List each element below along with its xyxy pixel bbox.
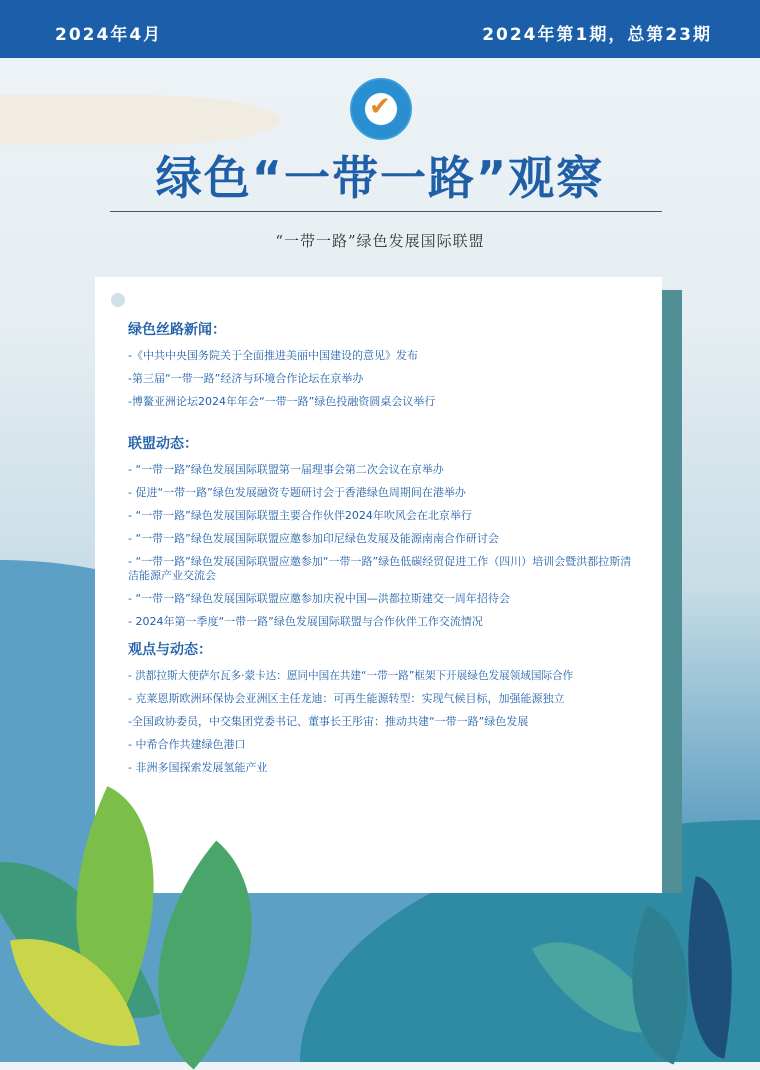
section-views bbox=[128, 639, 648, 784]
list-item[interactable]: - 2024年第一季度“一带一路”绿色发展国际联盟与合作伙伴工作交流情况 bbox=[128, 615, 483, 628]
list-item[interactable]: - “一带一路”绿色发展国际联盟主要合作伙伴2024年吹风会在北京举行 bbox=[128, 509, 472, 522]
issue-date: 2024年4月 bbox=[55, 25, 163, 45]
header-bar bbox=[0, 0, 760, 58]
alliance-logo bbox=[350, 78, 412, 140]
section-heading: 绿色丝路新闻： bbox=[128, 322, 226, 338]
list-item[interactable]: -博鳌亚洲论坛2024年年会“一带一路”绿色投融资圆桌会议举行 bbox=[128, 395, 436, 408]
list-item[interactable]: - “一带一路”绿色发展国际联盟应邀参加庆祝中国—洪都拉斯建交一周年招待会 bbox=[128, 592, 510, 605]
list-item[interactable]: - 非洲多国探索发展氢能产业 bbox=[128, 761, 268, 774]
title-divider bbox=[110, 211, 662, 212]
contents-card bbox=[95, 277, 662, 893]
decorative-dot bbox=[111, 293, 125, 307]
list-item[interactable]: - 洪都拉斯大使萨尔瓦多·蒙卡达：愿同中国在共建“一带一路”框架下开展绿色发展领域国际合作 bbox=[128, 670, 574, 682]
decorative-cloud bbox=[0, 95, 280, 145]
list-item[interactable]: - “一带一路”绿色发展国际联盟应邀参加印尼绿色发展及能源南南合作研讨会 bbox=[128, 532, 499, 545]
list-item[interactable]: - 克莱恩斯欧洲环保协会亚洲区主任龙迪：可再生能源转型：实现气候目标，加强能源独立 bbox=[128, 692, 565, 705]
section-heading: 观点与动态： bbox=[128, 642, 212, 658]
page-title: 绿色“一带一路”观察 bbox=[155, 151, 605, 205]
issue-number: 2024年第1期，总第23期 bbox=[482, 25, 712, 45]
page-subtitle: “一带一路”绿色发展国际联盟 bbox=[275, 232, 485, 250]
card-shadow bbox=[662, 290, 682, 893]
list-item[interactable]: - “一带一路”绿色发展国际联盟应邀参加“一带一路”绿色低碳经贸促进工作（四川）培训会暨洪都拉斯清洁能源产业交流会 bbox=[128, 555, 632, 582]
list-item[interactable]: -第三届“一带一路”经济与环境合作论坛在京举办 bbox=[128, 372, 364, 385]
list-item[interactable]: - 促进“一带一路”绿色发展融资专题研讨会于香港绿色周期间在港举办 bbox=[128, 486, 466, 499]
list-item[interactable]: -《中共中央国务院关于全面推进美丽中国建设的意见》发布 bbox=[128, 349, 418, 362]
section-heading: 联盟动态： bbox=[128, 436, 198, 452]
list-item[interactable]: - 中希合作共建绿色港口 bbox=[128, 738, 246, 751]
list-item[interactable]: -全国政协委员，中交集团党委书记、董事长王彤宙：推动共建“一带一路”绿色发展 bbox=[128, 715, 529, 728]
section-green-silk-road-news bbox=[128, 319, 648, 418]
section-alliance-news bbox=[128, 433, 648, 638]
list-item[interactable]: - “一带一路”绿色发展国际联盟第一届理事会第二次会议在京举办 bbox=[128, 463, 444, 476]
